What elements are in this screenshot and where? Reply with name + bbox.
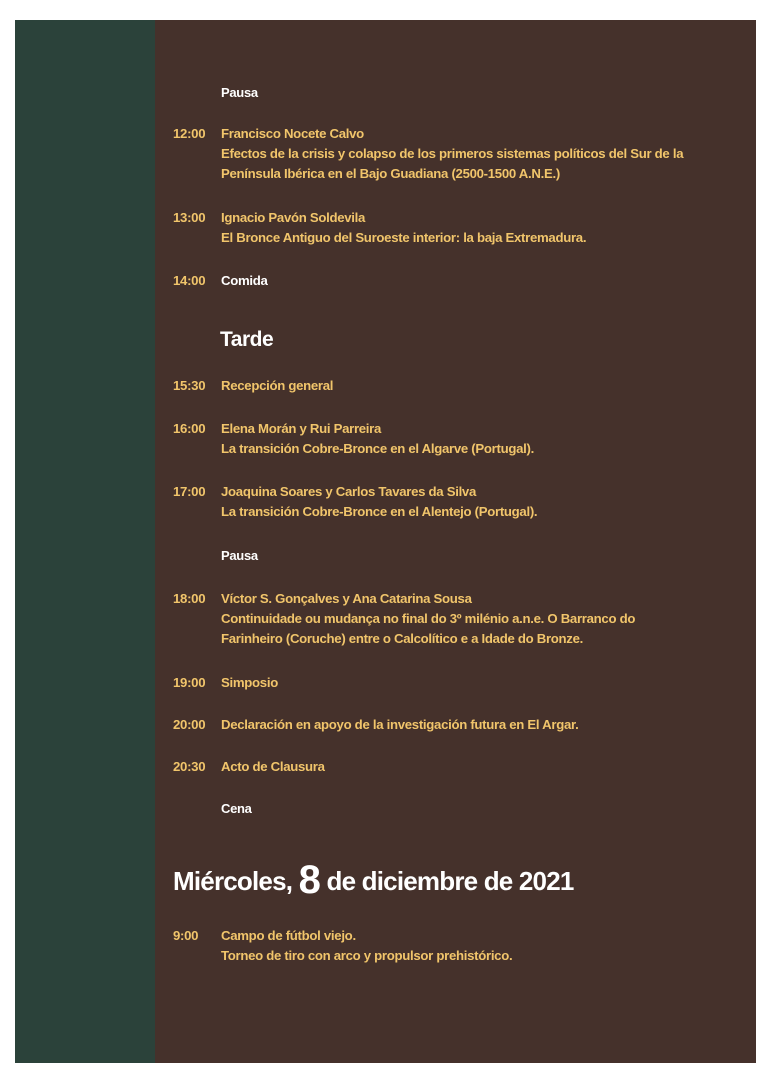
item-time: 13:00	[173, 210, 206, 225]
event-label: Recepción general	[221, 378, 334, 393]
talk-title: La transición Cobre-Bronce en el Alentejo (Portugal).	[221, 504, 538, 519]
talk-title: Península Ibérica en el Bajo Guadiana (2500-1500 A.N.E.)	[221, 166, 560, 181]
item-time: 20:00	[173, 717, 206, 732]
event-label: Campo de fútbol viejo.	[221, 928, 356, 943]
speaker-name: Víctor S. Gonçalves y Ana Catarina Sousa	[221, 591, 472, 606]
speaker-name: Ignacio Pavón Soldevila	[221, 210, 366, 225]
item-time: 17:00	[173, 484, 206, 499]
item-time: 9:00	[173, 928, 199, 943]
day-heading-suffix: de diciembre de 2021	[326, 866, 574, 896]
item-time: 14:00	[173, 273, 206, 288]
event-label: Comida	[221, 273, 268, 288]
pause-label: Pausa	[221, 548, 258, 563]
section-title: Tarde	[220, 328, 274, 351]
day-heading	[173, 858, 574, 903]
talk-title: Continuidade ou mudança no final do 3º milénio a.n.e. O Barranco do	[221, 611, 636, 626]
item-time: 12:00	[173, 126, 206, 141]
talk-title: La transición Cobre-Bronce en el Algarve (Portugal).	[221, 441, 534, 456]
talk-title: El Bronce Antiguo del Suroeste interior: la baja Extremadura.	[221, 230, 587, 245]
speaker-name: Joaquina Soares y Carlos Tavares da Silva	[221, 484, 476, 499]
day-number: 8	[298, 858, 321, 902]
day-heading-prefix: Miércoles,	[173, 866, 293, 896]
talk-title: Farinheiro (Coruche) entre o Calcolítico e a Idade do Bronze.	[221, 631, 584, 646]
speaker-name: Elena Morán y Rui Parreira	[221, 421, 382, 436]
event-description: Torneo de tiro con arco y propulsor prehistórico.	[221, 948, 513, 963]
item-time: 18:00	[173, 591, 206, 606]
talk-title: Efectos de la crisis y colapso de los primeros sistemas políticos del Sur de la	[221, 146, 684, 161]
green-side-band	[15, 20, 155, 1063]
event-label: Declaración en apoyo de la investigación futura en El Argar.	[221, 717, 579, 732]
event-label: Acto de Clausura	[221, 759, 325, 774]
event-label: Simposio	[221, 675, 278, 690]
dinner-label: Cena	[221, 801, 252, 816]
item-time: 20:30	[173, 759, 206, 774]
pause-label: Pausa	[221, 85, 258, 100]
item-time: 16:00	[173, 421, 206, 436]
speaker-name: Francisco Nocete Calvo	[221, 126, 364, 141]
item-time: 19:00	[173, 675, 206, 690]
item-time: 15:30	[173, 378, 206, 393]
